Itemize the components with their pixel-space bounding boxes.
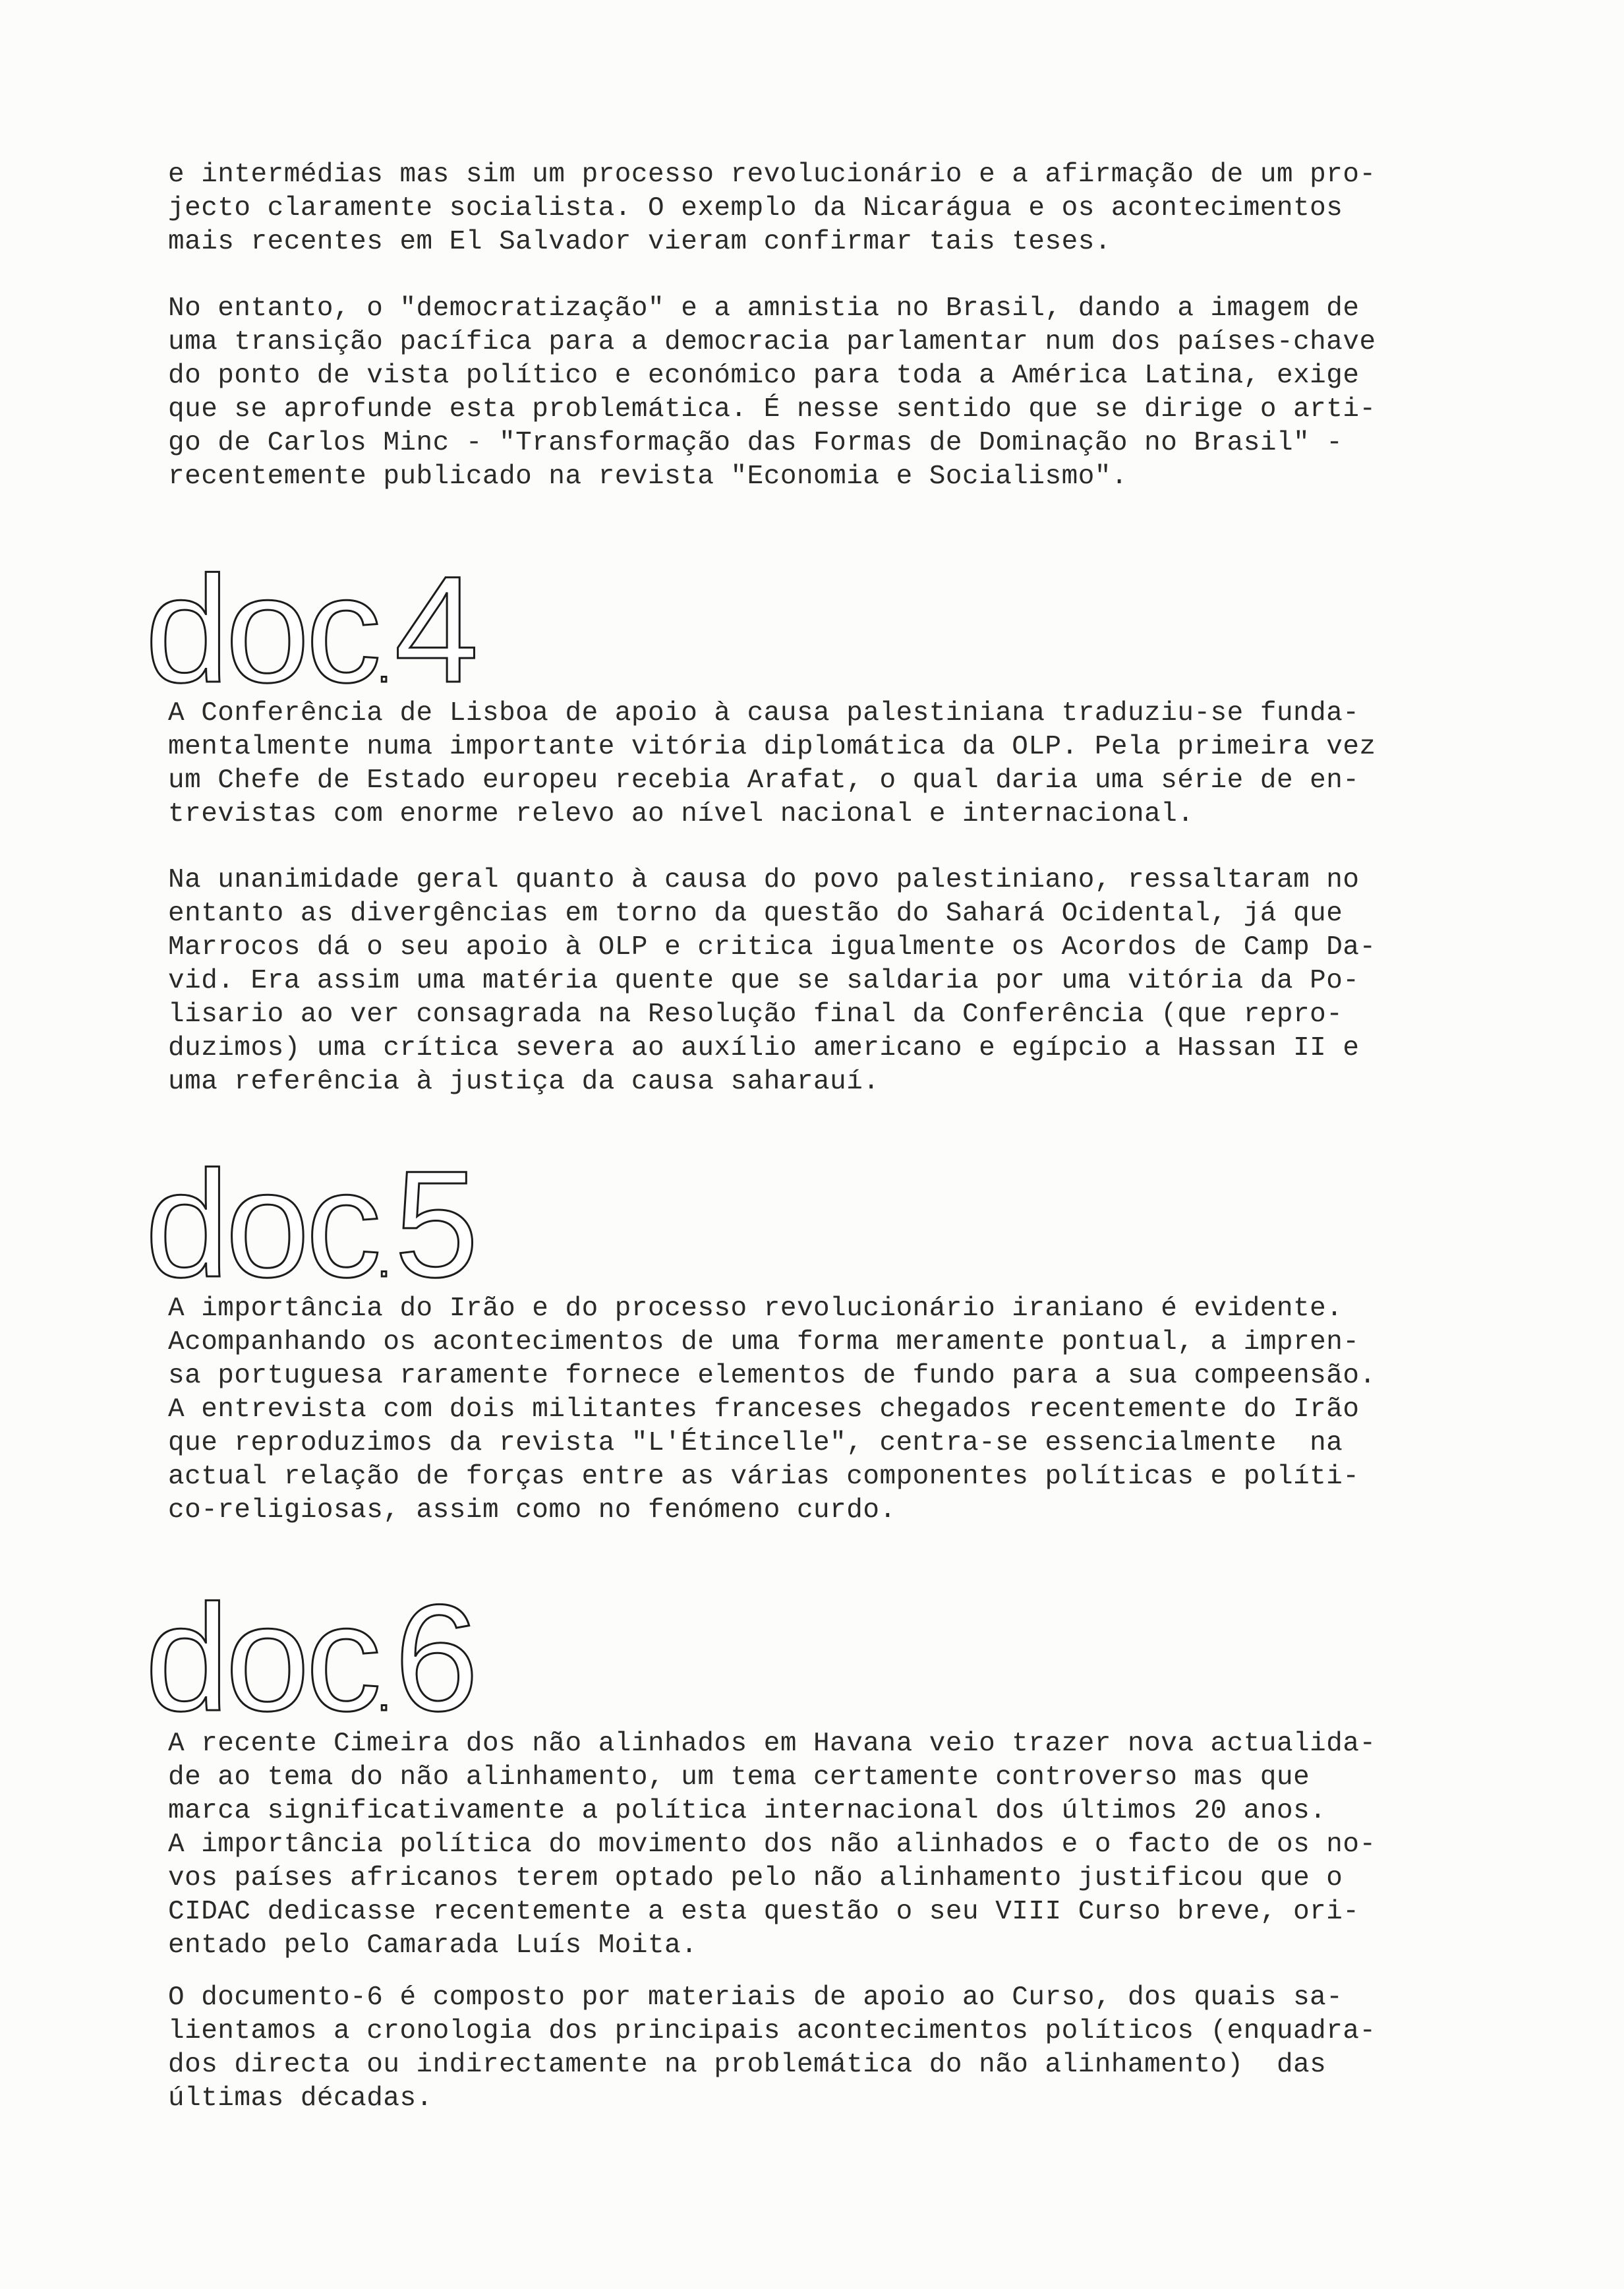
text-line: vid. Era assim uma matéria quente que se saldaria por uma vitória da Po-: [168, 966, 1360, 996]
text-line: marca significativamente a política internacional dos últimos 20 anos.: [168, 1796, 1327, 1826]
text-line: vos países africanos terem optado pelo não alinhamento justificou que o: [168, 1863, 1343, 1893]
text-line: co-religiosas, assim como no fenómeno curdo.: [168, 1495, 896, 1526]
text-line: e intermédias mas sim um processo revolucionário e a afirmação de um pro-: [168, 160, 1376, 190]
text-line: actual relação de forças entre as várias componentes políticas e políti-: [168, 1462, 1360, 1492]
heading-dot: .: [377, 640, 391, 692]
text-line: O documento-6 é composto por materiais de apoio ao Curso, dos quais sa-: [168, 1982, 1343, 2013]
text-line: A Conferência de Lisboa de apoio à causa palestiniana traduziu-se funda-: [168, 698, 1360, 728]
heading-dot: .: [377, 1235, 391, 1286]
text-line: A entrevista com dois militantes franceses chegados recentemente do Irão: [168, 1394, 1360, 1425]
doc-4-paragraph-1: [168, 697, 1486, 831]
doc-6-paragraph-1: [168, 1727, 1486, 1963]
text-line: mentalmente numa importante vitória diplomática da OLP. Pela primeira vez: [168, 732, 1376, 762]
text-line: A recente Cimeira dos não alinhados em Havana veio trazer nova actualida-: [168, 1729, 1376, 1759]
text-line: CIDAC dedicasse recentemente a esta questão o seu VIII Curso breve, ori-: [168, 1897, 1360, 1927]
doc-heading-word: doc: [145, 1139, 378, 1309]
text-line: que reproduzimos da revista "L'Étincelle", centra-se essencialmente na: [168, 1428, 1343, 1458]
text-line: lisario ao ver consagrada na Resolução final da Conferência (que repro-: [168, 999, 1343, 1030]
text-line: que se aprofunde esta problemática. É nesse sentido que se dirige o arti-: [168, 394, 1376, 425]
doc-4-paragraph-2: [168, 864, 1486, 1099]
doc-6-paragraph-2: [168, 1981, 1486, 2116]
text-line: do ponto de vista político e económico para toda a América Latina, exige: [168, 361, 1360, 391]
text-line: Acompanhando os acontecimentos de uma forma meramente pontual, a impren-: [168, 1327, 1360, 1357]
text-line: duzimos) uma crítica severa ao auxílio americano e egípcio a Hassan II e: [168, 1033, 1360, 1063]
doc-5-paragraph-1: [168, 1292, 1486, 1528]
text-line: A importância do Irão e do processo revolucionário iraniano é evidente.: [168, 1293, 1343, 1324]
text-line: um Chefe de Estado europeu recebia Arafat, o qual daria uma série de en-: [168, 765, 1360, 796]
text-line: uma transição pacífica para a democracia parlamentar num dos países-chave: [168, 327, 1376, 357]
intro-paragraph-1: [168, 158, 1486, 259]
doc-heading-word: doc: [145, 1573, 378, 1742]
text-line: go de Carlos Minc - "Transformação das Formas de Dominação no Brasil" -: [168, 428, 1343, 458]
text-line: Na unanimidade geral quanto à causa do povo palestiniano, ressaltaram no: [168, 865, 1360, 895]
text-line: recentemente publicado na revista "Economia e Socialismo".: [168, 461, 1128, 492]
text-line: lientamos a cronologia dos principais acontecimentos políticos (enquadra-: [168, 2016, 1376, 2046]
text-line: últimas décadas.: [168, 2083, 433, 2114]
text-line: mais recentes em El Salvador vieram confirmar tais teses.: [168, 227, 1111, 257]
text-line: dos directa ou indirectamente na problemática do não alinhamento) das: [168, 2050, 1327, 2080]
text-line: No entanto, o "democratização" e a amnistia no Brasil, dando a imagem de: [168, 293, 1360, 324]
intro-paragraph-2: [168, 292, 1486, 494]
text-line: Marrocos dá o seu apoio à OLP e critica igualmente os Acordos de Camp Da-: [168, 932, 1376, 963]
text-line: jecto claramente socialista. O exemplo da Nicarágua e os acontecimentos: [168, 193, 1343, 223]
heading-dot: .: [377, 1669, 391, 1720]
doc-heading-number: 5: [394, 1139, 475, 1309]
doc-heading-number: 4: [394, 545, 475, 714]
text-line: de ao tema do não alinhamento, um tema certamente controverso mas que: [168, 1762, 1310, 1793]
text-line: uma referência à justiça da causa saharauí.: [168, 1067, 880, 1097]
doc-heading-word: doc: [145, 545, 378, 714]
text-line: A importância política do movimento dos não alinhados e o facto de os no-: [168, 1829, 1376, 1860]
text-line: trevistas com enorme relevo ao nível nacional e internacional.: [168, 799, 1194, 829]
doc-heading-number: 6: [394, 1573, 475, 1742]
text-line: entanto as divergências em torno da questão do Sahará Ocidental, já que: [168, 899, 1343, 929]
text-line: sa portuguesa raramente fornece elementos de fundo para a sua compeensão.: [168, 1361, 1376, 1391]
text-line: entado pelo Camarada Luís Moita.: [168, 1930, 698, 1961]
